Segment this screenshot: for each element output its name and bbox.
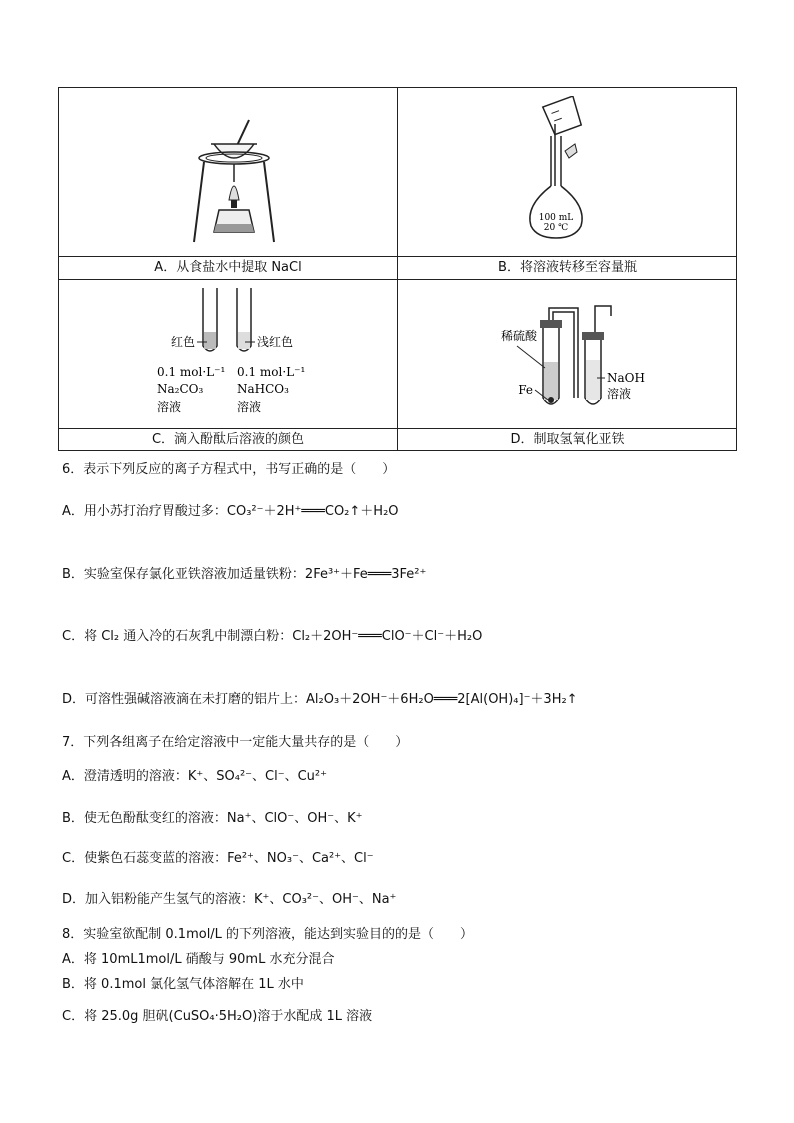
q8-option-b: B．将 0.1mol 氯化氢气体溶解在 1L 水中 [62,977,304,992]
volumetric-flask-figure [517,96,627,251]
q6-stem: 6．表示下列反应的离子方程式中，书写正确的是（ ） [62,462,396,477]
fe-label: Fe [518,383,533,397]
right-tube-solution: 溶液 [237,400,262,414]
flask-temp-label: 20 ℃ [543,223,569,233]
left-tube-conc: 0.1 mol·L⁻¹ [157,365,226,379]
phenolphthalein-tubes-figure [155,288,315,423]
caption-d: D．制取氢氧化亚铁 [510,432,625,447]
q7-option-a: A．澄清透明的溶液：K⁺、SO₄²⁻、Cl⁻、Cu²⁺ [62,769,327,784]
apparatus-table [58,87,737,451]
q6-option-a: A．用小苏打治疗胃酸过多：CO₃²⁻＋2H⁺═══CO₂↑＋H₂O [62,504,399,519]
right-tube-color-label: 浅红色 [257,335,294,349]
q6-option-c: C．将 Cl₂ 通入冷的石灰乳中制漂白粉：Cl₂＋2OH⁻═══ClO⁻＋Cl⁻＋H₂O [62,629,483,644]
naoh-label: NaOH [607,371,645,385]
dilute-sulfuric-acid-label: 稀硫酸 [500,329,537,343]
right-tube-conc: 0.1 mol·L⁻¹ [237,365,306,379]
left-tube-color-label: 红色 [170,335,195,349]
caption-b: B．将溶液转移至容量瓶 [498,260,637,275]
q7-option-c: C．使紫色石蕊变蓝的溶液：Fe²⁺、NO₃⁻、Ca²⁺、Cl⁻ [62,851,374,866]
q7-option-d: D．加入铝粉能产生氢气的溶液：K⁺、CO₃²⁻、OH⁻、Na⁺ [62,892,397,907]
right-tube-salt: NaHCO₃ [237,382,289,396]
evaporation-apparatus-figure [189,102,279,252]
flask-volume-label: 100 mL [538,213,574,223]
q8-option-a: A．将 10mL1mol/L 硝酸与 90mL 水充分混合 [62,952,335,967]
naoh-solution-label: 溶液 [607,387,632,401]
q6-option-d: D．可溶性强碱溶液滴在未打磨的铝片上：Al₂O₃＋2OH⁻＋6H₂O═══2[Al(OH)₄]⁻＋3H₂↑ [62,692,578,707]
q8-stem: 8．实验室欲配制 0.1mol/L 的下列溶液，能达到实验目的的是（ ） [62,927,474,942]
left-tube-salt: Na₂CO₃ [157,382,204,396]
ferrous-hydroxide-setup-figure [493,298,653,418]
table-divider-2 [59,279,736,280]
left-tube-solution: 溶液 [157,400,182,414]
q6-option-b: B．实验室保存氯化亚铁溶液加适量铁粉：2Fe³⁺＋Fe═══3Fe²⁺ [62,567,427,582]
caption-c: C．滴入酚酞后溶液的颜色 [151,432,305,447]
q7-option-b: B．使无色酚酞变红的溶液：Na⁺、ClO⁻、OH⁻、K⁺ [62,811,363,826]
q7-stem: 7．下列各组离子在给定溶液中一定能大量共存的是（ ） [62,735,409,750]
caption-a: A．从食盐水中提取 NaCl [154,260,302,275]
q8-option-c: C．将 25.0g 胆矾(CuSO₄·5H₂O)溶于水配成 1L 溶液 [62,1009,373,1024]
